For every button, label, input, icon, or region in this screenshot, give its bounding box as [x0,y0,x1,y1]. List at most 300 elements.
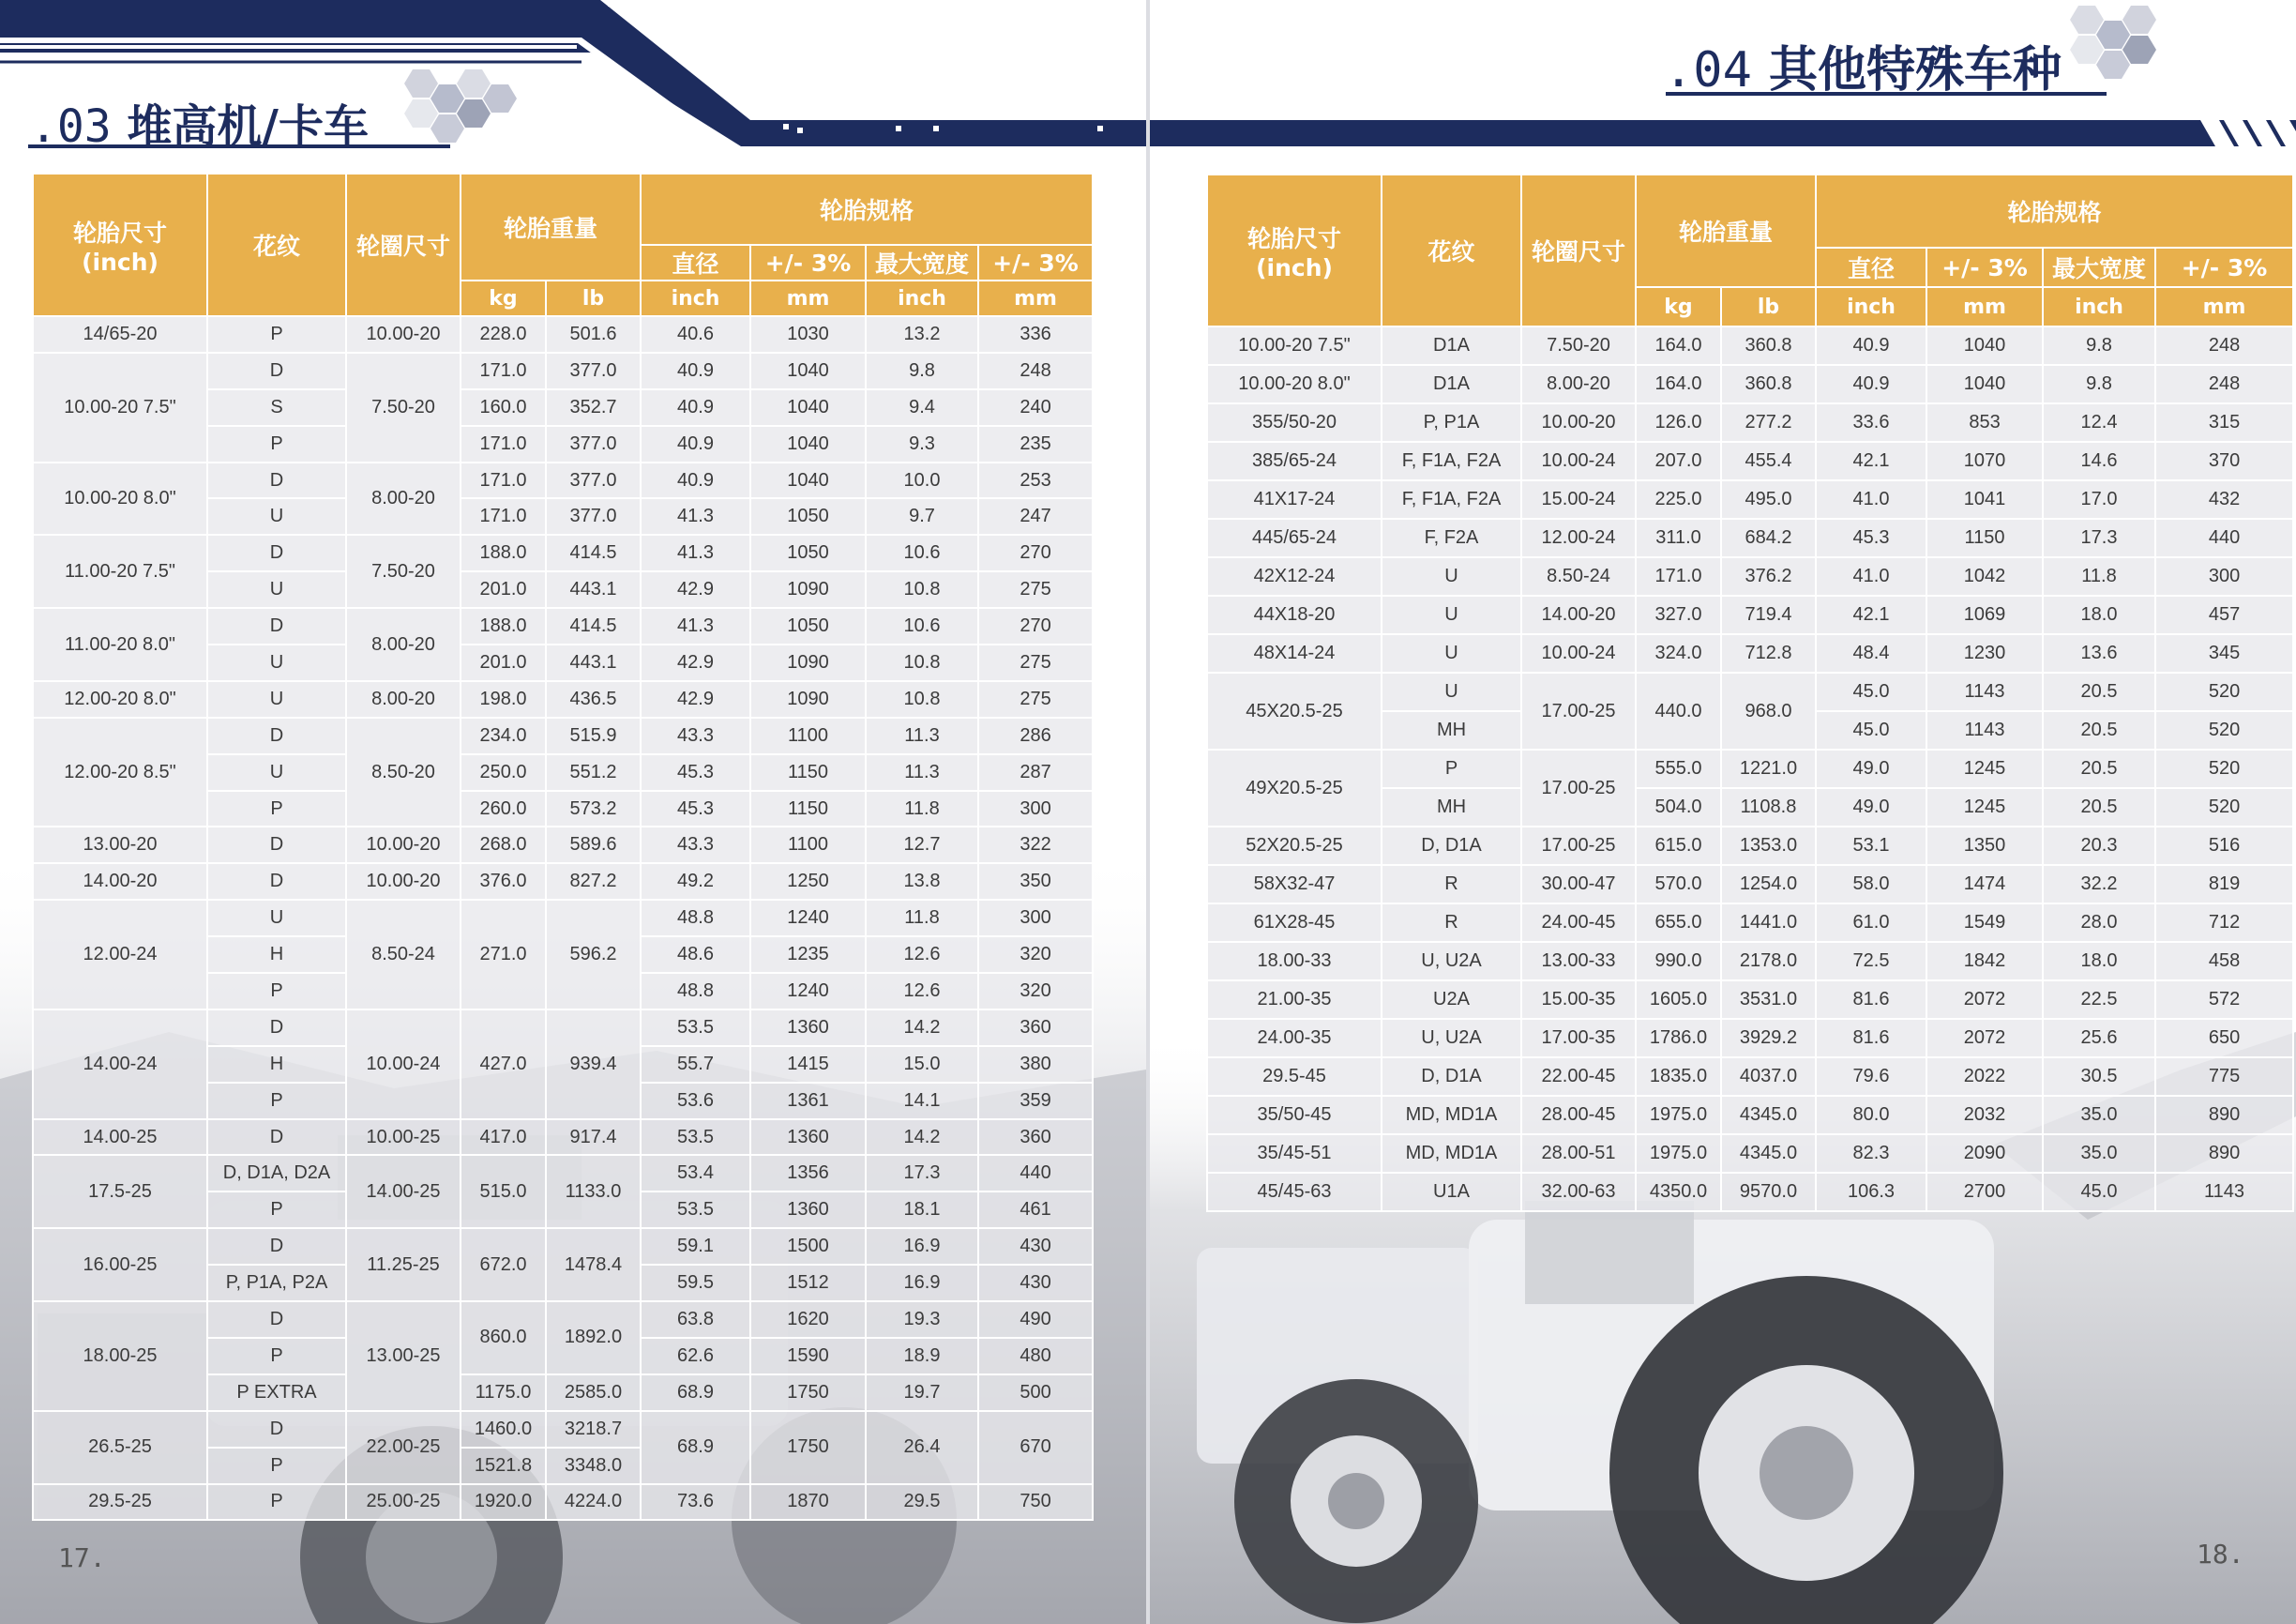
cell-lb: 495.0 [1721,480,1816,519]
cell-width-mm: 520 [2155,711,2293,750]
cell-lb: 589.6 [546,827,641,863]
table-row [1207,519,2293,557]
cell-lb: 376.2 [1721,557,1816,596]
cell-lb: 1221.0 [1721,750,1816,788]
cell-kg: 1786.0 [1636,1019,1721,1057]
cell-width-inch: 17.0 [2043,480,2155,519]
cell-width-mm: 440 [978,1155,1093,1191]
cell-dia-inch: 106.3 [1816,1173,1926,1211]
table-row [33,827,1093,863]
spec-table-special-vehicles [1206,174,2294,1212]
cell-width-inch: 14.2 [866,1009,978,1046]
cell-dia-inch: 49.2 [641,863,750,900]
cell-width-inch: 16.9 [866,1265,978,1301]
table-row [33,1155,1093,1191]
cell-size: 10.00-20 7.5" [1207,326,1382,365]
cell-rim: 22.00-45 [1521,1057,1636,1096]
cell-width-mm: 320 [978,973,1093,1009]
cell-pattern: S [207,389,346,426]
cell-kg: 188.0 [461,608,546,645]
cell-dia-inch: 42.1 [1816,596,1926,634]
cell-width-inch: 15.0 [866,1046,978,1083]
cell-size: 10.00-20 8.0" [33,463,207,536]
cell-width-mm: 775 [2155,1057,2293,1096]
cell-rim: 17.00-25 [1521,750,1636,827]
cell-pattern: U [1382,557,1521,596]
cell-width-mm: 370 [2155,442,2293,480]
page-number: 18. [2197,1539,2244,1570]
cell-dia-mm: 1235 [750,936,866,973]
cell-dia-mm: 1842 [1926,942,2043,980]
cell-dia-mm: 1500 [750,1228,866,1265]
cell-pattern: D [207,1228,346,1265]
cell-dia-inch: 81.6 [1816,980,1926,1019]
cell-dia-inch: 41.3 [641,498,750,535]
cell-size: 26.5-25 [33,1411,207,1484]
cell-size: 17.5-25 [33,1155,207,1228]
cell-dia-mm: 2032 [1926,1096,2043,1134]
cell-kg: 260.0 [461,791,546,827]
cell-pattern: U [207,498,346,535]
cell-rim: 10.00-24 [1521,442,1636,480]
cell-kg: 515.0 [461,1155,546,1228]
table-row [1207,634,2293,673]
cell-dia-inch: 40.9 [641,463,750,499]
cell-kg: 1920.0 [461,1484,546,1521]
cell-dia-mm: 1040 [750,389,866,426]
cell-rim: 22.00-25 [346,1411,461,1484]
cell-kg: 440.0 [1636,673,1721,750]
cell-width-inch: 14.6 [2043,442,2155,480]
cell-lb: 1441.0 [1721,903,1816,942]
cell-dia-inch: 48.8 [641,973,750,1009]
cell-dia-mm: 1512 [750,1265,866,1301]
cell-dia-inch: 41.3 [641,535,750,571]
table-row [33,1484,1093,1521]
header-diameter: 直径 [1816,248,1926,287]
cell-size: 18.00-33 [1207,942,1382,980]
table-row [33,535,1093,571]
cell-width-inch: 11.3 [866,718,978,754]
cell-dia-inch: 40.9 [1816,326,1926,365]
cell-kg: 1460.0 [461,1411,546,1448]
cell-size: 24.00-35 [1207,1019,1382,1057]
cell-rim: 17.00-25 [1521,827,1636,865]
cell-dia-inch: 40.6 [641,316,750,353]
cell-kg: 1521.8 [461,1448,546,1484]
cell-dia-inch: 61.0 [1816,903,1926,942]
cell-width-mm: 248 [2155,326,2293,365]
cell-lb: 939.4 [546,1009,641,1119]
cell-width-inch: 9.4 [866,389,978,426]
cell-dia-inch: 59.5 [641,1265,750,1301]
cell-pattern: F, F1A, F2A [1382,480,1521,519]
cell-width-inch: 11.8 [866,791,978,827]
cell-pattern: D [207,863,346,900]
cell-width-inch: 9.7 [866,498,978,535]
cell-lb: 3348.0 [546,1448,641,1484]
cell-dia-mm: 1360 [750,1009,866,1046]
cell-size: 49X20.5-25 [1207,750,1382,827]
cell-width-inch: 10.8 [866,645,978,681]
cell-width-mm: 300 [978,791,1093,827]
cell-lb: 827.2 [546,863,641,900]
header-rim: 轮圈尺寸 [1521,175,1636,326]
header-tolerance: +/- 3% [2155,248,2293,287]
cell-lb: 2178.0 [1721,942,1816,980]
cell-rim: 7.50-20 [1521,326,1636,365]
table-row [33,1301,1093,1338]
section-number: .04 [1664,42,1752,99]
cell-dia-inch: 53.4 [641,1155,750,1191]
header-unit-mm: mm [1926,287,2043,326]
cell-dia-mm: 1590 [750,1338,866,1374]
cell-width-mm: 890 [2155,1134,2293,1173]
cell-rim: 8.50-20 [346,718,461,827]
cell-width-mm: 430 [978,1228,1093,1265]
header-pattern: 花纹 [207,174,346,316]
cell-lb: 4037.0 [1721,1057,1816,1096]
cell-pattern: F, F2A [1382,519,1521,557]
cell-lb: 551.2 [546,754,641,791]
cell-pattern: P [207,1083,346,1119]
cell-kg: 376.0 [461,863,546,900]
section-title-right [1664,30,2062,100]
cell-width-mm: 320 [978,936,1093,973]
cell-pattern: P [1382,750,1521,788]
header-rim: 轮圈尺寸 [346,174,461,316]
cell-pattern: F, F1A, F2A [1382,442,1521,480]
cell-width-mm: 458 [2155,942,2293,980]
table-row [33,1009,1093,1046]
cell-width-mm: 520 [2155,750,2293,788]
section-heading: 其他特殊车种 [1769,42,2062,99]
cell-lb: 377.0 [546,463,641,499]
cell-lb: 4345.0 [1721,1134,1816,1173]
cell-dia-mm: 1240 [750,900,866,936]
cell-lb: 2585.0 [546,1374,641,1411]
cell-dia-mm: 1230 [1926,634,2043,673]
cell-pattern: U1A [1382,1173,1521,1211]
header-unit-kg: kg [1636,287,1721,326]
cell-size: 14.00-20 [33,863,207,900]
cell-width-mm: 275 [978,645,1093,681]
cell-size: 42X12-24 [1207,557,1382,596]
cell-lb: 596.2 [546,900,641,1009]
cell-pattern: D1A [1382,365,1521,403]
cell-size: 61X28-45 [1207,903,1382,942]
cell-width-mm: 461 [978,1191,1093,1228]
cell-dia-inch: 53.5 [641,1009,750,1046]
cell-width-mm: 516 [2155,827,2293,865]
cell-dia-inch: 53.5 [641,1119,750,1156]
cell-width-inch: 9.8 [2043,365,2155,403]
cell-rim: 8.00-20 [346,681,461,718]
cell-pattern: U [207,754,346,791]
cell-lb: 1254.0 [1721,865,1816,903]
cell-width-inch: 19.7 [866,1374,978,1411]
cell-width-inch: 10.0 [866,463,978,499]
cell-pattern: D, D1A, D2A [207,1155,346,1191]
spec-table-forklift-truck [32,173,1094,1521]
cell-kg: 1175.0 [461,1374,546,1411]
cell-width-mm: 247 [978,498,1093,535]
cell-width-mm: 490 [978,1301,1093,1338]
cell-kg: 615.0 [1636,827,1721,865]
cell-width-mm: 432 [2155,480,2293,519]
table-row [1207,942,2293,980]
cell-kg: 207.0 [1636,442,1721,480]
cell-size: 11.00-20 8.0" [33,608,207,681]
header-unit-lb: lb [1721,287,1816,326]
cell-rim: 30.00-47 [1521,865,1636,903]
cell-dia-inch: 49.0 [1816,788,1926,827]
cell-kg: 427.0 [461,1009,546,1119]
cell-dia-inch: 42.1 [1816,442,1926,480]
cell-kg: 570.0 [1636,865,1721,903]
cell-width-inch: 20.5 [2043,750,2155,788]
table-row [33,1411,1093,1448]
table-row [33,608,1093,645]
cell-pattern: P [207,1338,346,1374]
cell-lb: 1892.0 [546,1301,641,1374]
cell-pattern: D [207,1301,346,1338]
cell-lb: 3531.0 [1721,980,1816,1019]
table-row [1207,480,2293,519]
cell-width-inch: 28.0 [2043,903,2155,942]
cell-width-mm: 300 [2155,557,2293,596]
cell-pattern: H [207,1046,346,1083]
header-unit-lb: lb [546,281,641,316]
table-row [33,1228,1093,1265]
cell-dia-mm: 2072 [1926,980,2043,1019]
cell-dia-inch: 42.9 [641,645,750,681]
cell-lb: 515.9 [546,718,641,754]
cell-kg: 171.0 [461,463,546,499]
cell-pattern: R [1382,903,1521,942]
cell-rim: 17.00-25 [1521,673,1636,750]
table-row [1207,980,2293,1019]
cell-lb: 4224.0 [546,1484,641,1521]
cell-width-mm: 670 [978,1411,1093,1484]
cell-kg: 164.0 [1636,365,1721,403]
cell-dia-inch: 48.8 [641,900,750,936]
cell-width-inch: 17.3 [2043,519,2155,557]
header-unit-inch: inch [866,281,978,316]
cell-lb: 1133.0 [546,1155,641,1228]
cell-rim: 28.00-51 [1521,1134,1636,1173]
cell-width-inch: 20.5 [2043,788,2155,827]
cell-dia-mm: 1240 [750,973,866,1009]
cell-rim: 15.00-24 [1521,480,1636,519]
cell-dia-mm: 1090 [750,571,866,608]
cell-dia-mm: 1245 [1926,750,2043,788]
cell-dia-inch: 42.9 [641,571,750,608]
header-weight: 轮胎重量 [1636,175,1816,287]
cell-dia-inch: 62.6 [641,1338,750,1374]
cell-width-inch: 35.0 [2043,1096,2155,1134]
cell-dia-mm: 1090 [750,681,866,718]
cell-rim: 28.00-45 [1521,1096,1636,1134]
cell-rim: 13.00-25 [346,1301,461,1411]
cell-dia-mm: 2072 [1926,1019,2043,1057]
cell-width-mm: 322 [978,827,1093,863]
cell-size: 21.00-35 [1207,980,1382,1019]
cell-width-mm: 345 [2155,634,2293,673]
cell-pattern: D [207,1009,346,1046]
cell-dia-mm: 1090 [750,645,866,681]
cell-width-mm: 270 [978,608,1093,645]
cell-width-inch: 13.2 [866,316,978,353]
cell-pattern: U [207,681,346,718]
cell-dia-mm: 1620 [750,1301,866,1338]
cell-kg: 271.0 [461,900,546,1009]
cell-pattern: U2A [1382,980,1521,1019]
cell-dia-inch: 53.6 [641,1083,750,1119]
cell-rim: 7.50-20 [346,535,461,608]
cell-size: 52X20.5-25 [1207,827,1382,865]
cell-kg: 201.0 [461,645,546,681]
cell-dia-inch: 48.6 [641,936,750,973]
cell-dia-inch: 43.3 [641,718,750,754]
cell-dia-mm: 2700 [1926,1173,2043,1211]
cell-size: 11.00-20 7.5" [33,535,207,608]
cell-dia-inch: 33.6 [1816,403,1926,442]
cell-rim: 13.00-33 [1521,942,1636,980]
cell-lb: 443.1 [546,571,641,608]
cell-width-inch: 18.1 [866,1191,978,1228]
cell-lb: 501.6 [546,316,641,353]
cell-dia-inch: 41.0 [1816,480,1926,519]
cell-size: 18.00-25 [33,1301,207,1411]
cell-pattern: D [207,608,346,645]
cell-pattern: MH [1382,788,1521,827]
table-body [1207,326,2293,1211]
cell-width-inch: 20.5 [2043,711,2155,750]
cell-rim: 24.00-45 [1521,903,1636,942]
cell-width-mm: 712 [2155,903,2293,942]
cell-width-mm: 315 [2155,403,2293,442]
cell-lb: 436.5 [546,681,641,718]
cell-kg: 1835.0 [1636,1057,1721,1096]
cell-kg: 311.0 [1636,519,1721,557]
cell-dia-mm: 2022 [1926,1057,2043,1096]
cell-size: 29.5-25 [33,1484,207,1521]
cell-width-mm: 350 [978,863,1093,900]
cell-width-inch: 17.3 [866,1155,978,1191]
cell-width-inch: 20.3 [2043,827,2155,865]
cell-kg: 160.0 [461,389,546,426]
cell-lb: 719.4 [1721,596,1816,634]
cell-width-inch: 19.3 [866,1301,978,1338]
cell-width-inch: 26.4 [866,1411,978,1484]
cell-dia-inch: 45.3 [641,791,750,827]
cell-pattern: U, U2A [1382,942,1521,980]
cell-width-mm: 480 [978,1338,1093,1374]
cell-pattern: P, P1A [1382,403,1521,442]
cell-dia-mm: 1050 [750,498,866,535]
cell-dia-inch: 79.6 [1816,1057,1926,1096]
cell-kg: 1975.0 [1636,1134,1721,1173]
cell-kg: 171.0 [1636,557,1721,596]
cell-width-mm: 240 [978,389,1093,426]
cell-pattern: P [207,791,346,827]
cell-width-inch: 11.8 [2043,557,2155,596]
cell-width-mm: 457 [2155,596,2293,634]
cell-dia-inch: 59.1 [641,1228,750,1265]
cell-lb: 443.1 [546,645,641,681]
cell-lb: 377.0 [546,426,641,463]
cell-width-mm: 500 [978,1374,1093,1411]
cell-dia-mm: 1143 [1926,673,2043,711]
cell-width-inch: 10.6 [866,535,978,571]
cell-width-inch: 22.5 [2043,980,2155,1019]
table-row [1207,865,2293,903]
cell-pattern: P EXTRA [207,1374,346,1411]
cell-dia-inch: 48.4 [1816,634,1926,673]
header-size: 轮胎尺寸 (inch) [1207,175,1382,326]
cell-dia-mm: 1750 [750,1374,866,1411]
cell-rim: 12.00-24 [1521,519,1636,557]
cell-lb: 3218.7 [546,1411,641,1448]
cell-width-mm: 275 [978,681,1093,718]
cell-dia-inch: 40.9 [641,353,750,389]
cell-dia-mm: 1474 [1926,865,2043,903]
cell-pattern: H [207,936,346,973]
cell-width-inch: 12.4 [2043,403,2155,442]
header-unit-kg: kg [461,281,546,316]
cell-kg: 655.0 [1636,903,1721,942]
cell-dia-inch: 41.3 [641,608,750,645]
cell-dia-mm: 1040 [1926,365,2043,403]
cell-lb: 377.0 [546,498,641,535]
cell-rim: 8.00-20 [346,463,461,536]
cell-kg: 1605.0 [1636,980,1721,1019]
cell-dia-mm: 1870 [750,1484,866,1521]
cell-width-inch: 11.8 [866,900,978,936]
cell-dia-inch: 41.0 [1816,557,1926,596]
cell-lb: 455.4 [1721,442,1816,480]
cell-dia-mm: 1040 [750,353,866,389]
cell-pattern: U [207,645,346,681]
cell-dia-mm: 1356 [750,1155,866,1191]
cell-dia-inch: 68.9 [641,1374,750,1411]
cell-dia-mm: 1040 [1926,326,2043,365]
cell-dia-inch: 45.3 [1816,519,1926,557]
cell-kg: 324.0 [1636,634,1721,673]
cell-pattern: D [207,1119,346,1156]
cell-width-mm: 235 [978,426,1093,463]
cell-dia-inch: 82.3 [1816,1134,1926,1173]
cell-size: 45/45-63 [1207,1173,1382,1211]
header-tolerance: +/- 3% [1926,248,2043,287]
cell-width-inch: 45.0 [2043,1173,2155,1211]
cell-kg: 327.0 [1636,596,1721,634]
cell-size: 44X18-20 [1207,596,1382,634]
cell-pattern: P [207,1191,346,1228]
cell-width-inch: 11.3 [866,754,978,791]
cell-width-mm: 286 [978,718,1093,754]
cell-pattern: D [207,353,346,389]
cell-pattern: D1A [1382,326,1521,365]
cell-dia-mm: 1040 [750,463,866,499]
cell-pattern: U [1382,634,1521,673]
cell-rim: 10.00-20 [346,316,461,353]
cell-dia-mm: 1750 [750,1411,866,1484]
cell-width-mm: 520 [2155,788,2293,827]
cell-width-inch: 14.2 [866,1119,978,1156]
cell-rim: 8.50-24 [346,900,461,1009]
